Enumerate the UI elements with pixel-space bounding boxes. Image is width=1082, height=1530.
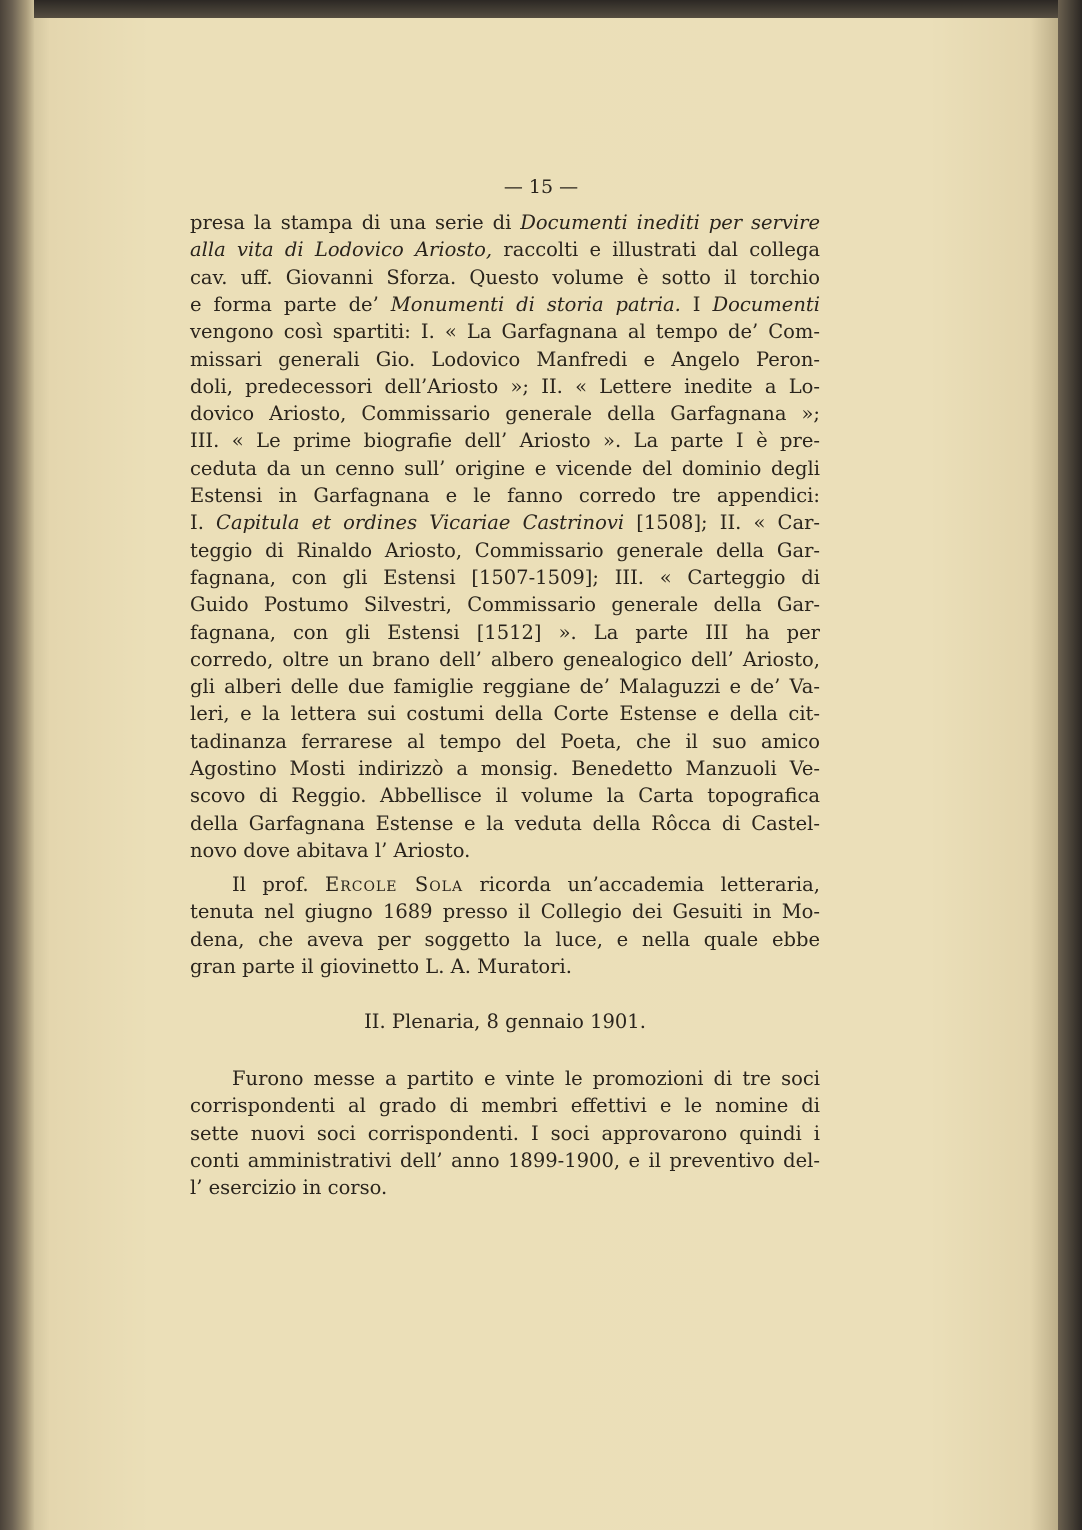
text-segment: della Garfagnana Estense e la veduta della Rôcca di Castel-: [190, 811, 820, 835]
text-line: [190, 954, 820, 980]
text-segment: raccolti e illustrati dal collega: [492, 238, 820, 262]
text-segment: e forma parte de’: [190, 292, 391, 316]
text-line: [190, 756, 820, 782]
text-line: [190, 592, 820, 618]
text-line: [190, 210, 820, 236]
text-segment: teggio di Rinaldo Ariosto, Commissario generale della Gar-: [190, 538, 820, 562]
text-segment: fagnana, con gli Estensi [1507-1509]; III. « Carteggio di: [190, 565, 820, 589]
text-line: [190, 538, 820, 564]
text-segment: l’ esercizio in corso.: [190, 1176, 388, 1200]
text-line: [190, 783, 820, 809]
text-segment: presa la stampa di una serie di: [190, 211, 521, 234]
text-segment: Furono messe a partito e vinte le promozioni di tre soci: [232, 1067, 820, 1090]
text-segment: fagnana, con gli Estensi [1512] ». La parte III ha per: [190, 620, 820, 644]
text-line: [190, 838, 820, 864]
text-segment: Guido Postumo Silvestri, Commissario generale della Gar-: [190, 593, 820, 617]
text-segment: cav. uff. Giovanni Sforza. Questo volume è sotto il torchio: [190, 265, 820, 289]
italic-title: Monumenti di storia patria.: [390, 292, 681, 316]
text-line: [190, 456, 820, 482]
text-segment: tadinanza ferrarese al tempo del Poeta, che il suo amico: [190, 729, 820, 753]
text-segment: doli, predecessori dell’Ariosto »; II. « Lettere inedite a Lo-: [190, 374, 820, 398]
text-segment: conti amministrativi dell’ anno 1899-1900, e il preventivo del-: [190, 1148, 820, 1172]
text-segment: gli alberi delle due famiglie reggiane de’ Malaguzzi e de’ Va-: [190, 675, 820, 699]
text-segment: gran parte il giovinetto L. A. Muratori.: [190, 954, 572, 978]
text-line: [190, 1066, 820, 1092]
text-segment: tenuta nel giugno 1689 presso il Collegio dei Gesuiti in Mo-: [190, 900, 820, 924]
text-line: [190, 1148, 820, 1174]
text-line: [190, 319, 820, 345]
text-segment: vengono così spartiti: I. « La Garfagnana al tempo de’ Com-: [190, 320, 820, 344]
text-line: [190, 292, 820, 318]
text-line: [190, 565, 820, 591]
scan-left-edge: [0, 0, 34, 1530]
text-line: [190, 674, 820, 700]
text-segment: III. « Le prime biografie dell’ Ariosto ». La parte I è pre-: [190, 429, 820, 453]
text-line: [190, 428, 820, 454]
author-name: Ercole Sola: [324, 873, 464, 896]
text-segment: corredo, oltre un brano dell’ albero genealogico dell’ Ariosto,: [190, 647, 820, 671]
scan-top-edge: [0, 0, 1082, 20]
text-segment: Agostino Mosti indirizzò a monsig. Benedetto Manzuoli Ve-: [190, 757, 820, 780]
text-segment: Estensi in Garfagnana e le fanno corredo tre appendici:: [190, 484, 820, 507]
text-line: [190, 237, 820, 263]
text-line: [190, 927, 820, 953]
text-line: [190, 510, 820, 536]
italic-title: Capitula et ordines Vicariae Castrinovi: [216, 511, 625, 535]
text-line: [190, 872, 820, 898]
text-line: [190, 811, 820, 837]
italic-title: alla vita di Lodovico Ariosto,: [190, 238, 493, 262]
text-line: [190, 374, 820, 400]
text-segment: ricorda un’accademia letteraria,: [463, 873, 820, 896]
text-segment: [1508]; II. « Car-: [624, 511, 820, 535]
text-segment: sette nuovi soci corrispondenti. I soci approvarono quindi i: [190, 1121, 820, 1145]
text-line: [190, 265, 820, 291]
text-line: [190, 1175, 820, 1201]
text-line: [190, 1121, 820, 1147]
page-number: — 15 —: [503, 176, 579, 198]
text-line: [190, 1093, 820, 1119]
text-segment: leri, e la lettera sui costumi della Corte Estense e della cit-: [190, 702, 820, 726]
text-segment: dovico Ariosto, Commissario generale della Garfagnana »;: [190, 402, 820, 426]
text-line: [190, 620, 820, 646]
section-heading: II. Plenaria, 8 gennaio 1901.: [364, 1010, 646, 1033]
italic-title: Documenti inediti per servire: [520, 211, 820, 234]
text-segment: corrispondenti al grado di membri effettivi e le nomine di: [190, 1094, 820, 1118]
text-segment: scovo di Reggio. Abbellisce il volume la Carta topografica: [190, 784, 820, 808]
text-line: [190, 729, 820, 755]
text-line: [190, 347, 820, 373]
text-segment: I.: [190, 511, 217, 535]
scan-right-edge: [1058, 0, 1082, 1530]
text-segment: novo dove abitava l’ Ariosto.: [190, 838, 471, 862]
text-segment: missari generali Gio. Lodovico Manfredi e Angelo Peron-: [190, 347, 820, 371]
text-line: [190, 647, 820, 673]
text-segment: ceduta da un cenno sull’ origine e vicende del dominio degli: [190, 456, 820, 480]
text-line: [190, 483, 820, 509]
text-segment: I: [680, 292, 713, 316]
text-line: [190, 401, 820, 427]
text-line: [190, 899, 820, 925]
text-line: [190, 701, 820, 727]
text-segment: dena, che aveva per soggetto la luce, e nella quale ebbe: [190, 927, 820, 951]
italic-title: Documenti: [712, 292, 820, 316]
text-segment: Il prof.: [232, 873, 325, 896]
